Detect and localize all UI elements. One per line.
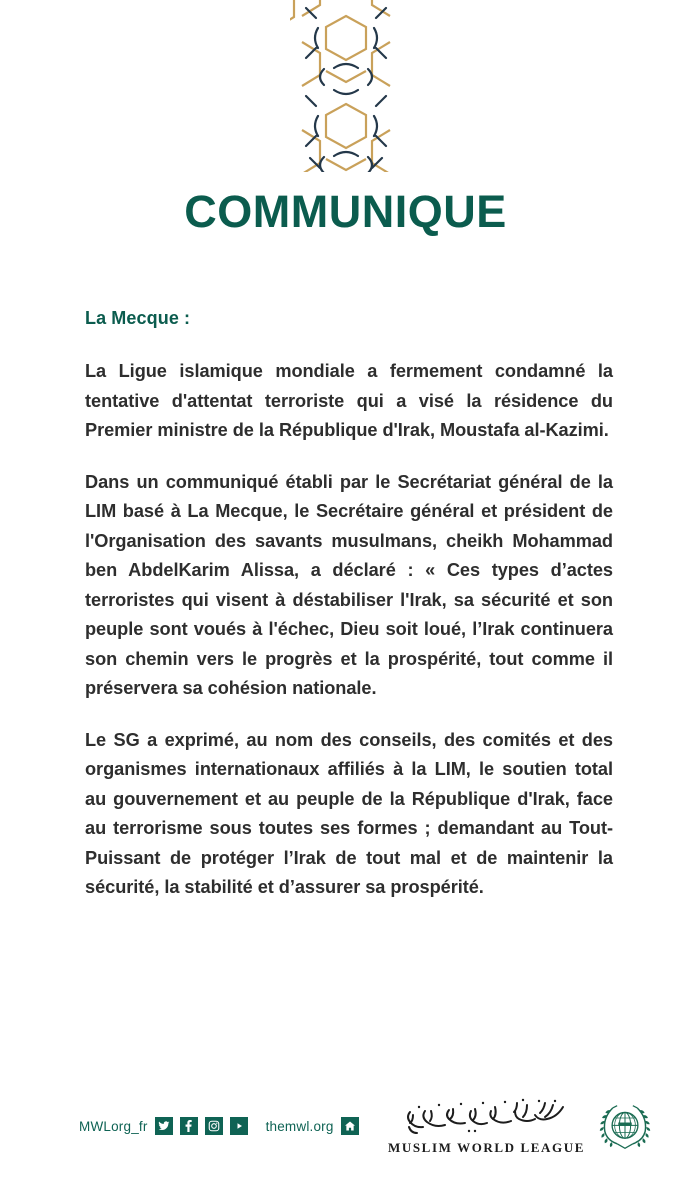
organization-logo <box>388 1097 653 1156</box>
logo-english-name: MUSLIM WORLD LEAGUE <box>387 1140 585 1155</box>
facebook-icon[interactable] <box>180 1117 198 1135</box>
social-bar <box>79 1117 359 1135</box>
paragraph-3: Le SG a exprimé, au nom des conseils, des comités et des organismes internationaux affiliés à la LIM, le soutien total au gouvernement et au peuple de la République d'Irak, face au terrorisme sous toutes ses formes ; demandant au Tout-Puissant de protéger l’Irak de tout mal et de maintenir la sécurité, la stabilité et d’assurer sa prospérité. <box>85 729 613 897</box>
twitter-icon[interactable] <box>155 1117 173 1135</box>
logo-wordmark <box>388 1097 585 1156</box>
content-body <box>85 308 613 903</box>
social-handle: MWLorg_fr <box>79 1118 148 1134</box>
arabic-calligraphy <box>405 1097 567 1137</box>
islamic-geometric-pattern <box>290 0 402 172</box>
dateline-location: La Mecque : <box>85 308 191 328</box>
youtube-icon[interactable] <box>230 1117 248 1135</box>
home-icon[interactable] <box>341 1117 359 1135</box>
footer <box>0 1085 691 1200</box>
paragraph-1: La Ligue islamique mondiale a fermement condamné la tentative d'attentat terroriste qui a visé la résidence du Premier ministre de la République d'Irak, Moustafa al-Kazimi. <box>85 361 613 440</box>
globe-wreath-emblem <box>597 1099 653 1155</box>
instagram-icon[interactable] <box>205 1117 223 1135</box>
paragraph-2: Dans un communiqué établi par le Secrétariat général de la LIM basé à La Mecque, le Secrétaire général et président de l'Organisation des savants musulmans, cheikh Mohammad ben AbdelKarim Alissa, a déclaré : « Ces types d’actes terroristes qui visent à déstabiliser l'Irak, sa sécurité et son peuple sont voués à l'échec, Dieu soit loué, l’Irak continuera son chemin vers le progrès et la prospérité, tout comme il préservera sa cohésion nationale. <box>85 471 613 698</box>
website-link[interactable]: themwl.org <box>265 1118 334 1134</box>
page-title: COMMUNIQUE <box>184 186 507 237</box>
